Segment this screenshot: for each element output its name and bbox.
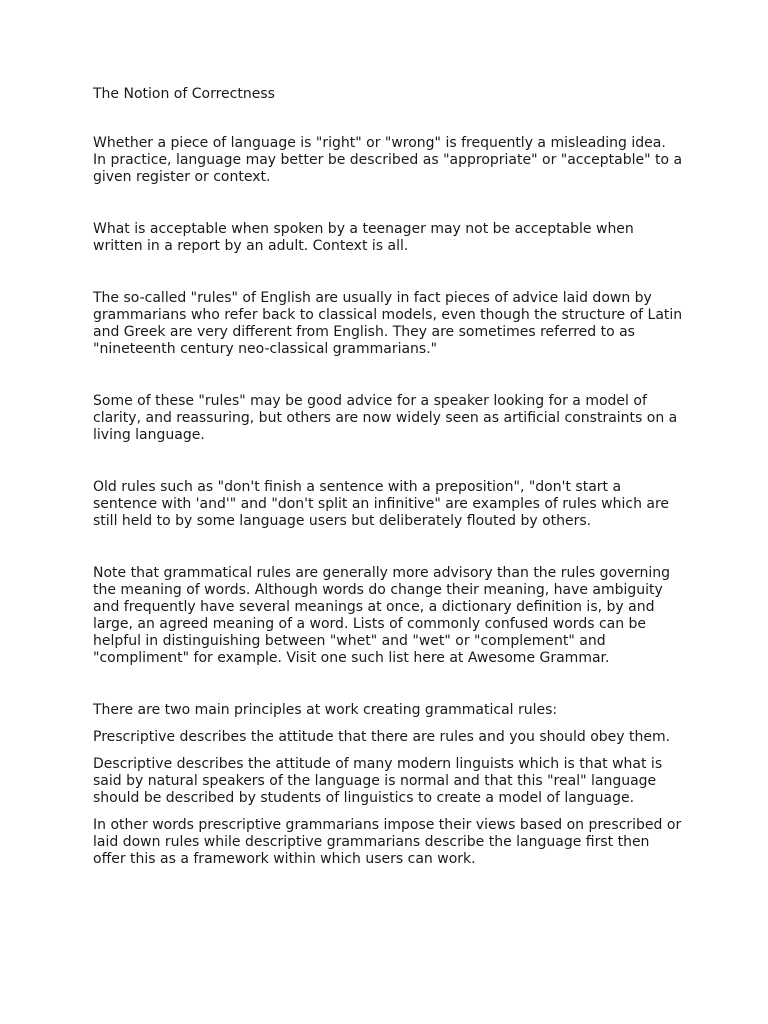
paragraph-old-rules: Old rules such as "don't finish a sentence with a preposition", "don't start a sentence with 'and'" and "don't split an infinitive" are examples of rules which are still held to by some language users but deliberately flouted by others. [93,479,670,529]
document-page [93,86,683,878]
paragraph-descriptive: Descriptive describes the attitude of many modern linguists which is that what is said by natural speakers of the language is normal and that this "real" language should be described by students of linguistics to create a model of language. [93,756,663,806]
paragraph-two-principles: There are two main principles at work creating grammatical rules: [93,702,558,718]
paragraph-so-called-rules: The so-called "rules" of English are usually in fact pieces of advice laid down by grammarians who refer back to classical models, even though the structure of Latin and Greek are very different from English. They are sometimes referred to as "nineteenth century neo-classical grammarians." [93,290,683,357]
paragraph-prescriptive: Prescriptive describes the attitude that there are rules and you should obey them. [93,729,671,745]
paragraph-in-other-words: In other words prescriptive grammarians impose their views based on prescribed or laid down rules while descriptive grammarians describe the language first then offer this as a framework within which users can work. [93,817,682,867]
paragraph-good-advice: Some of these "rules" may be good advice for a speaker looking for a model of clarity, and reassuring, but others are now widely seen as artificial constraints on a living language. [93,393,678,443]
paragraph-context-intro: Whether a piece of language is "right" or "wrong" is frequently a misleading idea. In practice, language may better be described as "appropriate" or "acceptable" to a given register or context. [93,135,683,185]
document-title: The Notion of Correctness [93,86,275,102]
paragraph-context-all: What is acceptable when spoken by a teenager may not be acceptable when written in a report by an adult. Context is all. [93,221,634,254]
paragraph-meaning-of-words: Note that grammatical rules are generally more advisory than the rules governing the meaning of words. Although words do change their meaning, have ambiguity and frequently have several meanings at once, a dictionary definition is, by and large, an agreed meaning of a word. Lists of commonly confused words can be helpful in distinguishing between "whet" and "wet" or "complement" and "compliment" for example. Visit one such list here at Awesome Grammar. [93,565,671,666]
